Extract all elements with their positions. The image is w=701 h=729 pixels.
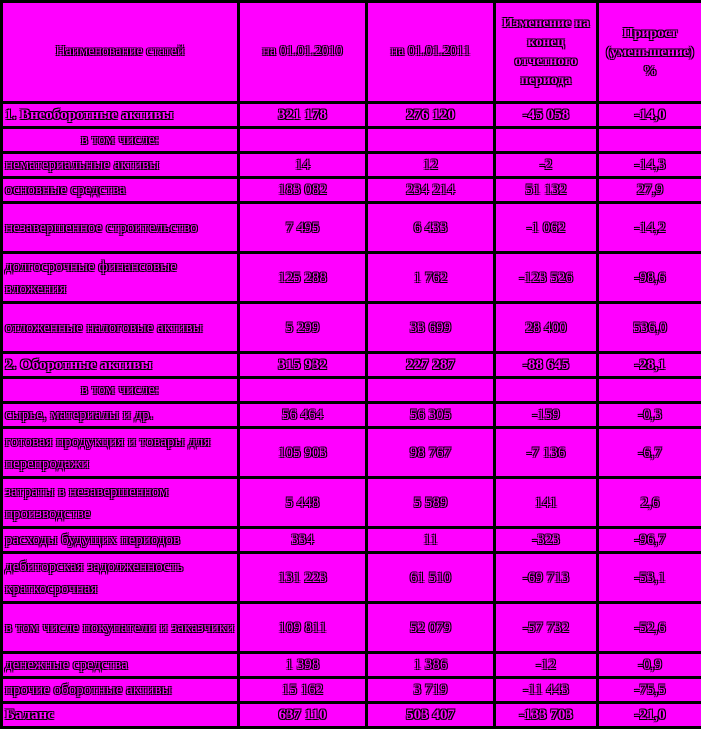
row-2011: 98 767 bbox=[367, 428, 495, 478]
row-name: денежные средства bbox=[2, 653, 239, 678]
row-change: -45 058 bbox=[495, 103, 598, 128]
header-row bbox=[2, 2, 701, 103]
row-2011: 3 719 bbox=[367, 678, 495, 703]
row-2010: 1 398 bbox=[239, 653, 367, 678]
row-change: -159 bbox=[495, 403, 598, 428]
row-2011: 276 120 bbox=[367, 103, 495, 128]
row-2011: 227 287 bbox=[367, 353, 495, 378]
row-2011: 11 bbox=[367, 528, 495, 553]
row-pct: -52,6 bbox=[598, 603, 701, 653]
row-2011: 33 699 bbox=[367, 303, 495, 353]
row-change: 51 132 bbox=[495, 178, 598, 203]
row-2011: 6 433 bbox=[367, 203, 495, 253]
row-pct: 27,9 bbox=[598, 178, 701, 203]
row-pct: -0,9 bbox=[598, 653, 701, 678]
row-2011: 61 510 bbox=[367, 553, 495, 603]
row-2011: 12 bbox=[367, 153, 495, 178]
row-name: расходы будущих периодов bbox=[2, 528, 239, 553]
row-2010: 5 299 bbox=[239, 303, 367, 353]
table-row bbox=[2, 478, 701, 528]
row-name: в том числе покупатели и заказчики bbox=[2, 603, 239, 653]
row-2010 bbox=[239, 378, 367, 403]
header-pct: Прирост (уменьшение) % bbox=[598, 2, 701, 103]
header-change: Изменение на конец отчетного периода bbox=[495, 2, 598, 103]
table-row bbox=[2, 603, 701, 653]
row-pct: -14,0 bbox=[598, 103, 701, 128]
row-pct: -21,0 bbox=[598, 703, 701, 728]
row-change: -123 526 bbox=[495, 253, 598, 303]
table-row bbox=[2, 553, 701, 603]
table-row bbox=[2, 178, 701, 203]
row-2010: 109 811 bbox=[239, 603, 367, 653]
row-change: -12 bbox=[495, 653, 598, 678]
row-pct: -98,6 bbox=[598, 253, 701, 303]
header-2010: на 01.01.2010 bbox=[239, 2, 367, 103]
table-row bbox=[2, 153, 701, 178]
header-item-name: Наименование статей bbox=[2, 2, 239, 103]
table-row bbox=[2, 678, 701, 703]
row-2011: 503 407 bbox=[367, 703, 495, 728]
row-2010: 131 223 bbox=[239, 553, 367, 603]
row-2010: 7 495 bbox=[239, 203, 367, 253]
header-2011: на 01.01.2011 bbox=[367, 2, 495, 103]
row-pct: 536,0 bbox=[598, 303, 701, 353]
row-change: -57 732 bbox=[495, 603, 598, 653]
row-2010: 125 288 bbox=[239, 253, 367, 303]
row-name: 2. Оборотные активы bbox=[2, 353, 239, 378]
table-row bbox=[2, 253, 701, 303]
row-2010 bbox=[239, 128, 367, 153]
row-change: 141 bbox=[495, 478, 598, 528]
table-row bbox=[2, 653, 701, 678]
row-2010: 105 903 bbox=[239, 428, 367, 478]
row-2011: 56 305 bbox=[367, 403, 495, 428]
row-pct: -53,1 bbox=[598, 553, 701, 603]
row-2010: 315 932 bbox=[239, 353, 367, 378]
row-2011 bbox=[367, 128, 495, 153]
row-name: отложенные налоговые активы bbox=[2, 303, 239, 353]
row-2010: 321 178 bbox=[239, 103, 367, 128]
row-2011: 1 762 bbox=[367, 253, 495, 303]
table-row-total bbox=[2, 703, 701, 728]
row-2010: 334 bbox=[239, 528, 367, 553]
row-change bbox=[495, 128, 598, 153]
table-row bbox=[2, 378, 701, 403]
row-2010: 637 110 bbox=[239, 703, 367, 728]
row-change: -133 703 bbox=[495, 703, 598, 728]
row-change: -1 062 bbox=[495, 203, 598, 253]
row-name: готовая продукция и товары для перепродажи bbox=[2, 428, 239, 478]
row-pct: -6,7 bbox=[598, 428, 701, 478]
row-2011 bbox=[367, 378, 495, 403]
row-name: долгосрочные финансовые вложения bbox=[2, 253, 239, 303]
row-pct: -75,5 bbox=[598, 678, 701, 703]
row-change bbox=[495, 378, 598, 403]
row-pct: 2,6 bbox=[598, 478, 701, 528]
row-name: в том числе: bbox=[2, 378, 239, 403]
row-name: сырье, материалы и др. bbox=[2, 403, 239, 428]
row-2010: 14 bbox=[239, 153, 367, 178]
row-2011: 234 214 bbox=[367, 178, 495, 203]
table-row-section-noncurrent bbox=[2, 103, 701, 128]
table-row bbox=[2, 128, 701, 153]
row-name: дебиторская задолженность краткосрочная bbox=[2, 553, 239, 603]
row-pct bbox=[598, 128, 701, 153]
row-change: -11 443 bbox=[495, 678, 598, 703]
row-pct: -14,3 bbox=[598, 153, 701, 178]
row-change: -7 136 bbox=[495, 428, 598, 478]
row-pct: -28,1 bbox=[598, 353, 701, 378]
table-row bbox=[2, 528, 701, 553]
row-name: Баланс bbox=[2, 703, 239, 728]
row-name: 1. Внеоборотные активы bbox=[2, 103, 239, 128]
row-change: -69 713 bbox=[495, 553, 598, 603]
row-2011: 1 386 bbox=[367, 653, 495, 678]
row-2011: 52 079 bbox=[367, 603, 495, 653]
row-name: нематериальные активы bbox=[2, 153, 239, 178]
table-row-section-current bbox=[2, 353, 701, 378]
row-2010: 183 082 bbox=[239, 178, 367, 203]
row-name: прочие оборотные активы bbox=[2, 678, 239, 703]
row-change: -323 bbox=[495, 528, 598, 553]
row-pct: -96,7 bbox=[598, 528, 701, 553]
row-2011: 5 589 bbox=[367, 478, 495, 528]
row-change: -88 645 bbox=[495, 353, 598, 378]
table-row bbox=[2, 428, 701, 478]
row-2010: 56 464 bbox=[239, 403, 367, 428]
row-2010: 15 162 bbox=[239, 678, 367, 703]
row-change: 28 400 bbox=[495, 303, 598, 353]
row-name: в том числе: bbox=[2, 128, 239, 153]
table-row bbox=[2, 303, 701, 353]
row-name: основные средства bbox=[2, 178, 239, 203]
table-row bbox=[2, 403, 701, 428]
row-pct: -0,3 bbox=[598, 403, 701, 428]
row-name: затраты в незавершенном производстве bbox=[2, 478, 239, 528]
row-change: -2 bbox=[495, 153, 598, 178]
row-2010: 5 448 bbox=[239, 478, 367, 528]
row-pct: -14,2 bbox=[598, 203, 701, 253]
row-name: незавершенное строительство bbox=[2, 203, 239, 253]
table-row bbox=[2, 203, 701, 253]
row-pct bbox=[598, 378, 701, 403]
